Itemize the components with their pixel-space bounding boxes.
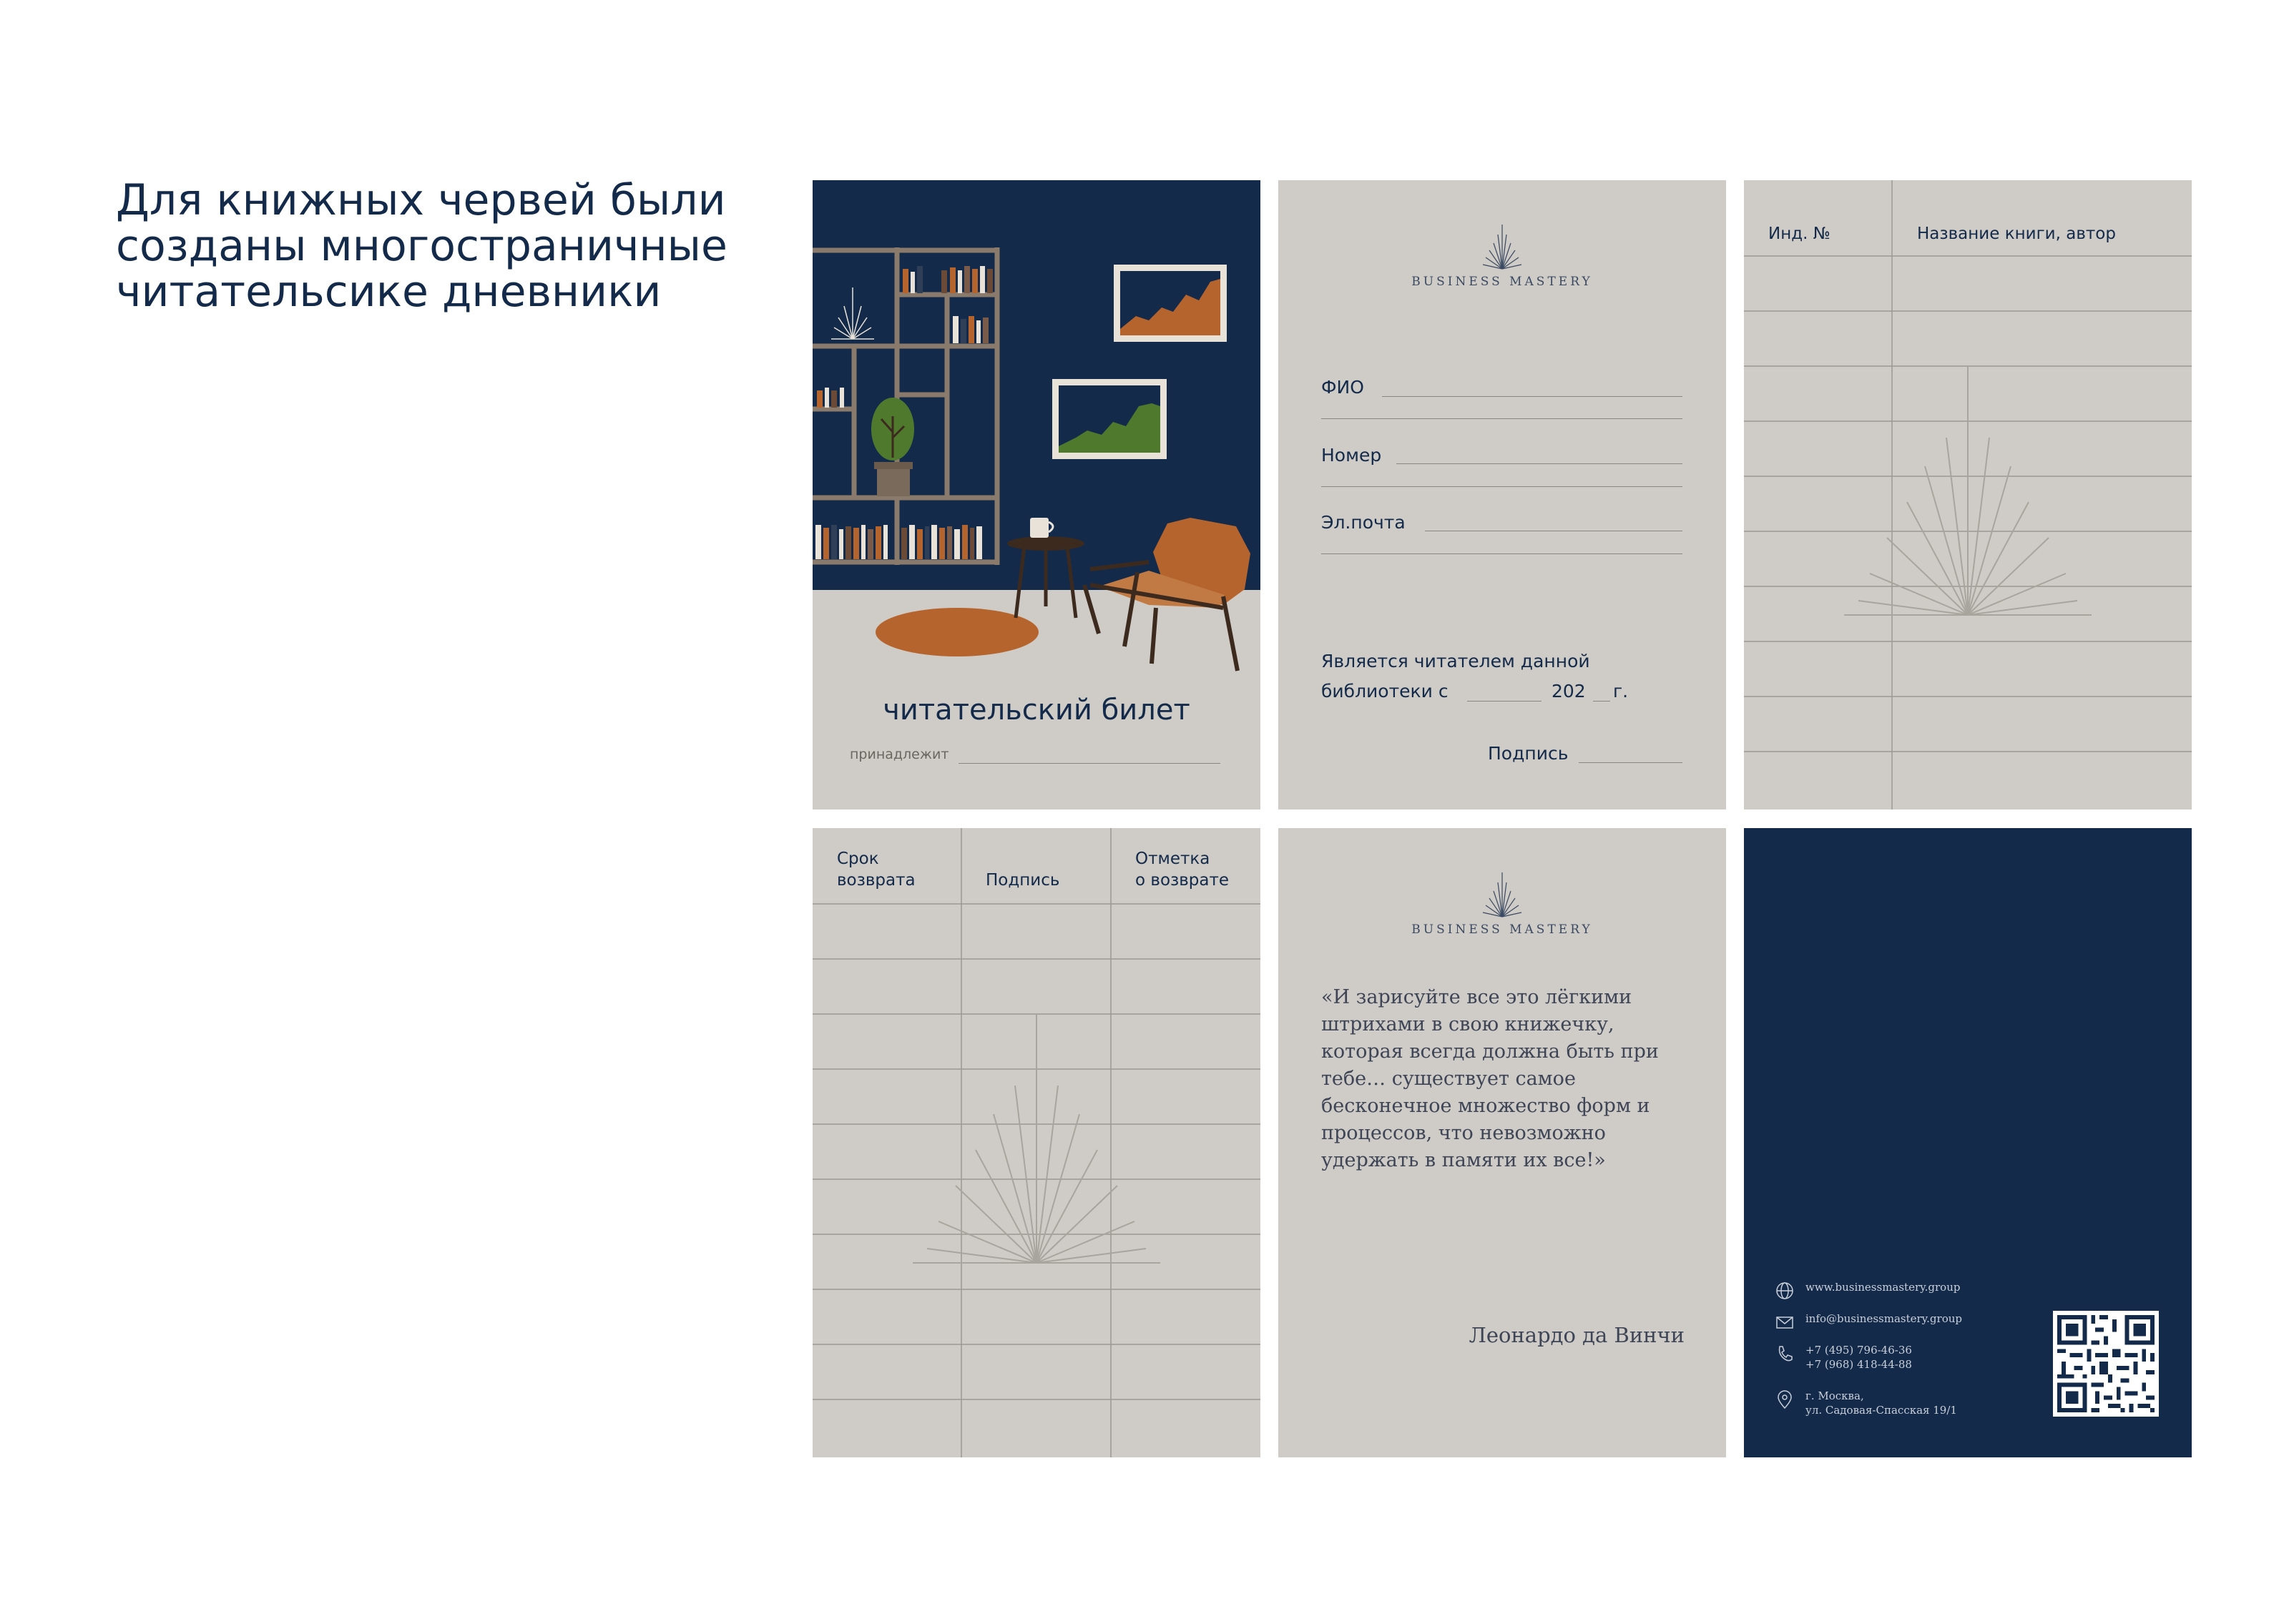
number-field-label: Номер (1321, 445, 1382, 466)
reader-line-2-prefix: библиотеки с (1321, 681, 1449, 702)
brand-name: BUSINESS MASTERY (1411, 922, 1593, 937)
sunburst-watermark-icon (1844, 366, 2092, 615)
brand-name: BUSINESS MASTERY (1411, 275, 1593, 289)
phone-2[interactable]: +7 (968) 418-44-88 (1805, 1358, 1912, 1371)
col-header-return-mark (1135, 848, 1229, 891)
rug (876, 608, 1039, 656)
sunburst-logo-icon (1477, 870, 1527, 920)
belongs-fill-line (959, 763, 1220, 764)
col-header-index: Инд. № (1768, 225, 1830, 243)
potted-plant (871, 398, 914, 496)
col-header-due-date-line-2: возврата (837, 871, 916, 890)
reader-line-1: Является читателем данной (1321, 651, 1590, 671)
reader-line-2 (1321, 676, 1629, 707)
contact-phone (1774, 1343, 1912, 1372)
col-header-signature: Подпись (986, 871, 1060, 890)
location-pin-icon (1774, 1389, 1795, 1410)
sunburst-logo-icon (1477, 222, 1527, 272)
email-field-line-2[interactable] (1321, 553, 1682, 554)
quote-text: «И зарисуйте все это лёгкими штрихами в свою книжечку, которая всегда должна быть при тебе… существует самое бесконечное множество форм и процессов, что невозможно удержать в памяти их все!» (1321, 986, 1659, 1171)
reader-statement (1321, 646, 1629, 707)
col-header-book-title: Название книги, автор (1917, 225, 2116, 243)
reader-date-line[interactable] (1467, 701, 1541, 702)
globe-icon (1774, 1280, 1795, 1301)
phone-icon (1774, 1343, 1795, 1364)
name-field-line-2[interactable] (1321, 418, 1682, 419)
page-heading (116, 177, 781, 315)
heading-line-1: Для книжных червей были (116, 175, 726, 225)
number-field-line-2[interactable] (1321, 486, 1682, 487)
email-field-label: Эл.почта (1321, 512, 1406, 533)
brand-logo (1278, 222, 1726, 289)
return-log-grid (813, 828, 1260, 1457)
heading-line-3: читательсике дневники (116, 267, 662, 317)
reader-year-suffix: г. (1613, 681, 1629, 702)
mail-icon (1774, 1311, 1795, 1333)
frame-green (1052, 379, 1167, 459)
reader-year: 202 (1552, 681, 1586, 702)
brand-logo (1278, 870, 1726, 937)
coffee-cup (1030, 518, 1049, 538)
qr-code[interactable] (2053, 1311, 2159, 1417)
panel-library-card-cover (813, 180, 1260, 809)
reader-year-line[interactable] (1593, 701, 1610, 702)
name-field-line[interactable] (1382, 396, 1682, 397)
sunburst-watermark-icon (913, 1014, 1160, 1263)
quote-author: Леонардо да Винчи (1469, 1323, 1685, 1347)
panel-quote (1278, 828, 1726, 1457)
signature-line[interactable] (1579, 762, 1682, 763)
col-header-due-date-line-1: Срок (837, 850, 879, 868)
belongs-label: принадлежит (850, 747, 949, 762)
frame-orange (1114, 265, 1227, 342)
panel-reader-form (1278, 180, 1726, 809)
heading-line-2: созданы многостраничные (116, 221, 727, 271)
panel-back-cover (1744, 828, 2192, 1457)
number-field-line[interactable] (1396, 463, 1682, 464)
email-link[interactable]: info@businessmastery.group (1805, 1312, 1962, 1325)
website-link[interactable]: www.businessmastery.group (1805, 1281, 1961, 1294)
name-field-label: ФИО (1321, 377, 1364, 398)
book-log-grid (1744, 180, 2192, 809)
library-card-title: читательский билет (883, 694, 1190, 727)
address-line-2: ул. Садовая-Спасская 19/1 (1805, 1404, 1957, 1417)
address-line-1: г. Москва, (1805, 1389, 1864, 1402)
col-header-return-mark-line-1: Отметка (1135, 850, 1210, 868)
col-header-return-mark-line-2: о возврате (1135, 871, 1230, 890)
col-header-due-date (837, 848, 916, 891)
contact-address (1774, 1389, 1957, 1417)
signature-label: Подпись (1488, 743, 1569, 764)
contact-website (1774, 1280, 1960, 1301)
phone-1[interactable]: +7 (495) 796-46-36 (1805, 1344, 1912, 1357)
panel-book-log (1744, 180, 2192, 809)
contact-email (1774, 1311, 1962, 1333)
panel-return-log (813, 828, 1260, 1457)
